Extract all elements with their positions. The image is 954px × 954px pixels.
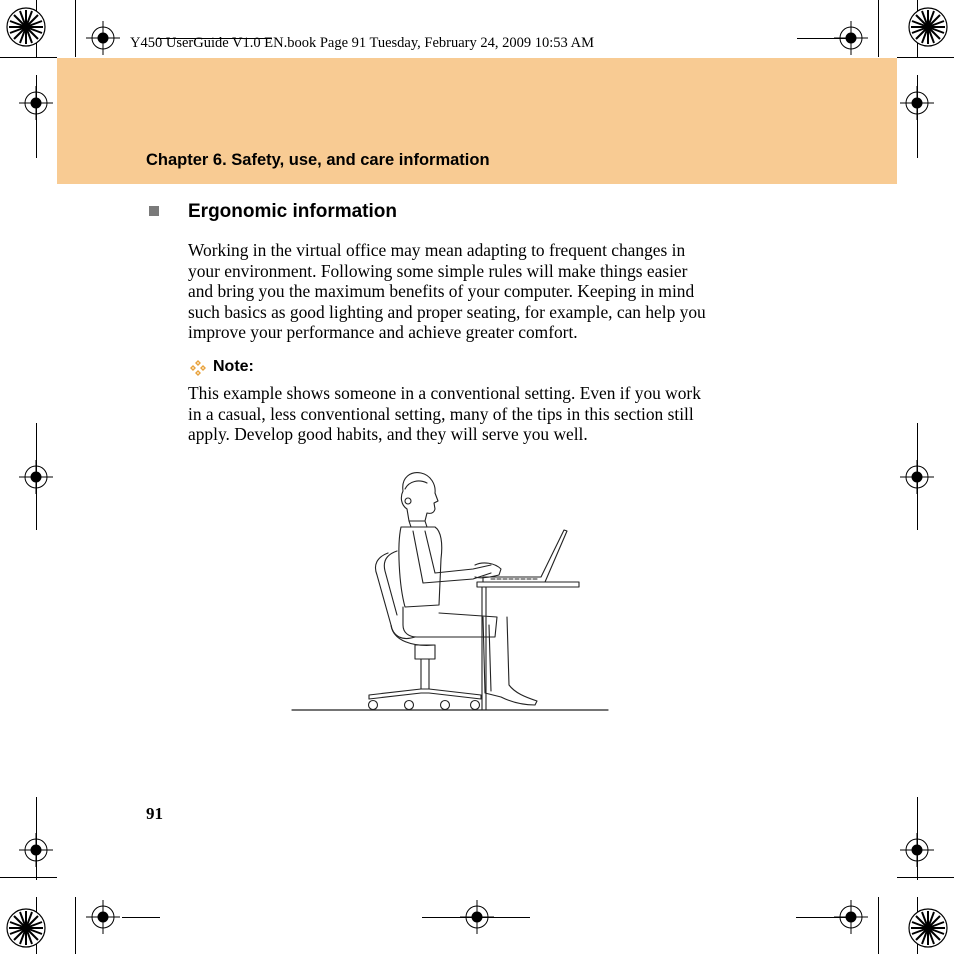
note-label: Note:	[213, 358, 254, 375]
paragraph-line: your environment. Following some simple rules will make things easier	[188, 260, 688, 281]
paragraph-line: such basics as good lighting and proper seating, for example, can help you	[188, 301, 706, 322]
note-paragraph	[188, 383, 788, 445]
paragraph-line: Working in the virtual office may mean adapting to frequent changes in	[188, 240, 686, 260]
section-paragraph	[188, 240, 788, 343]
section-title: Ergonomic information	[188, 201, 397, 222]
paragraph-line: and bring you the maximum benefits of your computer. Keeping in mind	[188, 281, 695, 301]
note-line: apply. Develop good habits, and they will serve you well.	[188, 424, 588, 444]
note-line: in a casual, less conventional setting, many of the tips in this section still	[188, 403, 694, 424]
note-diamond-icon	[190, 360, 206, 376]
page-number: 91	[146, 804, 163, 823]
person-seated-at-laptop-illustration	[285, 465, 615, 715]
chapter-title: Chapter 6. Safety, use, and care information	[146, 151, 490, 169]
note-line: This example shows someone in a conventional setting. Even if you work	[188, 383, 701, 403]
section-bullet-icon	[149, 206, 159, 216]
print-slug: Y450 UserGuide V1.0 EN.book Page 91 Tuesday, February 24, 2009 10:53 AM	[130, 35, 594, 51]
paragraph-line: improve your performance and achieve greater comfort.	[188, 322, 578, 342]
